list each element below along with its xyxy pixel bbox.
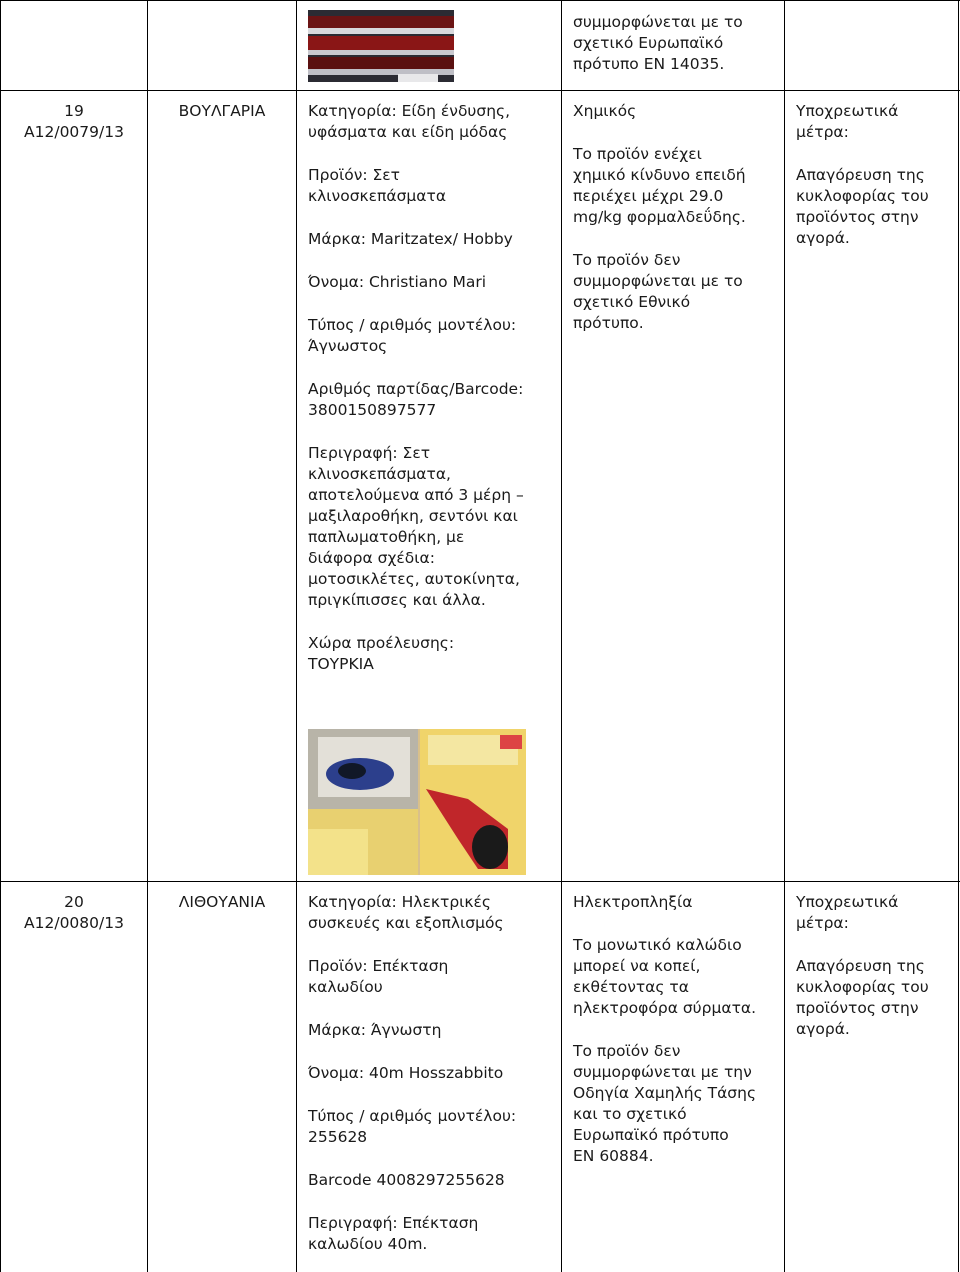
measures-line: μέτρα: — [796, 914, 849, 932]
measures-detail-line: αγορά. — [796, 1020, 850, 1038]
result-line: σχετικό Ευρωπαϊκό — [573, 34, 724, 52]
bedding-set-image — [308, 729, 526, 875]
description-line: παπλωματοθήκη, με — [308, 528, 465, 546]
origin-line: ΤΟΥΡΚΙΑ — [308, 655, 374, 673]
product-name: Όνομα: 40m Hosszabbito — [308, 1064, 504, 1082]
barcode: Barcode 4008297255628 — [308, 1171, 505, 1189]
row-19-risk-cell — [573, 101, 781, 334]
risk-line: mg/kg φορμαλδεΰδης. — [573, 208, 746, 226]
compliance-line: Ευρωπαϊκό πρότυπο — [573, 1126, 729, 1144]
compliance-line: πρότυπο. — [573, 314, 644, 332]
row-divider-19 — [0, 90, 960, 91]
result-line: πρότυπο EN 14035. — [573, 55, 725, 73]
category-line: Κατηγορία: Ηλεκτρικές — [308, 893, 492, 911]
compliance-line: συμμορφώνεται με την — [573, 1063, 752, 1081]
measures-detail-line: προϊόντος στην — [796, 999, 919, 1017]
row-reference: A12/0079/13 — [24, 123, 124, 141]
compliance-line: EN 60884. — [573, 1147, 654, 1165]
product-line: καλωδίου — [308, 978, 383, 996]
model-line: Τύπος / αριθμός μοντέλου: — [308, 1107, 517, 1125]
model-line: Άγνωστος — [308, 337, 388, 355]
model-line: 255628 — [308, 1128, 368, 1146]
row-19-product-cell — [308, 101, 558, 675]
description-line: μοτοσικλέτες, αυτοκίνητα, — [308, 570, 520, 588]
category-line: Κατηγορία: Είδη ένδυσης, — [308, 102, 511, 120]
description-line: πριγκίπισσες και άλλα. — [308, 591, 486, 609]
row-divider-20 — [0, 881, 960, 882]
compliance-line: Το προϊόν δεν — [573, 251, 681, 269]
row-19-number-cell — [1, 101, 147, 143]
risk-line: μπορεί να κοπεί, — [573, 957, 701, 975]
risk-line: εκθέτοντας τα — [573, 978, 689, 996]
row-number: 19 — [64, 102, 84, 120]
column-divider — [147, 0, 148, 1272]
risk-line: περιέχει μέχρι 29.0 — [573, 187, 724, 205]
compliance-line: σχετικό Εθνικό — [573, 293, 691, 311]
product-photo-scarves — [308, 10, 454, 82]
measures-detail-line: κυκλοφορίας του — [796, 187, 929, 205]
risk-type: Χημικός — [573, 102, 637, 120]
row-19-country-cell — [148, 101, 296, 122]
measures-detail-line: κυκλοφορίας του — [796, 978, 929, 996]
batch-line: 3800150897577 — [308, 401, 437, 419]
table-border-top — [0, 0, 960, 1]
product-line: Προϊόν: Επέκταση — [308, 957, 449, 975]
country: ΛΙΘΟΥΑΝΙΑ — [178, 893, 266, 911]
row-20-measures-cell — [796, 892, 956, 1040]
row-20-product-cell — [308, 892, 558, 1255]
row-number: 20 — [64, 893, 84, 911]
measures-line: Υποχρεωτικά — [796, 102, 899, 120]
top-row-result — [573, 12, 778, 75]
risk-line: ηλεκτροφόρα σύρματα. — [573, 999, 757, 1017]
measures-detail-line: αγορά. — [796, 229, 850, 247]
product-name: Όνομα: Christiano Mari — [308, 273, 487, 291]
row-reference: A12/0080/13 — [24, 914, 124, 932]
description-line: καλωδίου 40m. — [308, 1235, 428, 1253]
compliance-line: Το προϊόν δεν — [573, 1042, 681, 1060]
batch-line: Αριθμός παρτίδας/Barcode: — [308, 380, 524, 398]
column-divider — [784, 0, 785, 1272]
description-line: διάφορα σχέδια: — [308, 549, 435, 567]
compliance-line: συμμορφώνεται με το — [573, 272, 743, 290]
column-divider — [958, 0, 959, 1272]
column-divider — [561, 0, 562, 1272]
brand: Μάρκα: Maritzatex/ Hobby — [308, 230, 513, 248]
result-line: συμμορφώνεται με το — [573, 13, 743, 31]
country: ΒΟΥΛΓΑΡΙΑ — [178, 102, 266, 120]
risk-line: Το μονωτικό καλώδιο — [573, 936, 742, 954]
origin-line: Χώρα προέλευσης: — [308, 634, 455, 652]
measures-detail-line: Απαγόρευση της — [796, 957, 925, 975]
measures-line: μέτρα: — [796, 123, 849, 141]
risk-line: Το προϊόν ενέχει — [573, 145, 702, 163]
brand: Μάρκα: Άγνωστη — [308, 1021, 442, 1039]
description-line: κλινοσκεπάσματα, — [308, 465, 451, 483]
category-line: συσκευές και εξοπλισμός — [308, 914, 504, 932]
row-20-risk-cell — [573, 892, 781, 1167]
scarves-image — [308, 10, 454, 82]
product-photo-bedding-set — [308, 729, 526, 875]
column-divider — [0, 0, 1, 1272]
model-line: Τύπος / αριθμός μοντέλου: — [308, 316, 517, 334]
description-line: μαξιλαροθήκη, σεντόνι και — [308, 507, 518, 525]
risk-type: Ηλεκτροπληξία — [573, 893, 693, 911]
row-20-country-cell — [148, 892, 296, 913]
product-line: Προϊόν: Σετ — [308, 166, 401, 184]
description-line: αποτελούμενα από 3 μέρη – — [308, 486, 524, 504]
risk-line: χημικό κίνδυνο επειδή — [573, 166, 746, 184]
product-line: κλινοσκεπάσματα — [308, 187, 447, 205]
description-line: Περιγραφή: Σετ — [308, 444, 431, 462]
compliance-line: Οδηγία Χαμηλής Τάσης — [573, 1084, 757, 1102]
category-line: υφάσματα και είδη μόδας — [308, 123, 508, 141]
measures-line: Υποχρεωτικά — [796, 893, 899, 911]
row-19-measures-cell — [796, 101, 956, 249]
measures-detail-line: προϊόντος στην — [796, 208, 919, 226]
column-divider — [296, 0, 297, 1272]
measures-detail-line: Απαγόρευση της — [796, 166, 925, 184]
description-line: Περιγραφή: Επέκταση — [308, 1214, 479, 1232]
row-20-number-cell — [1, 892, 147, 934]
compliance-line: και το σχετικό — [573, 1105, 687, 1123]
